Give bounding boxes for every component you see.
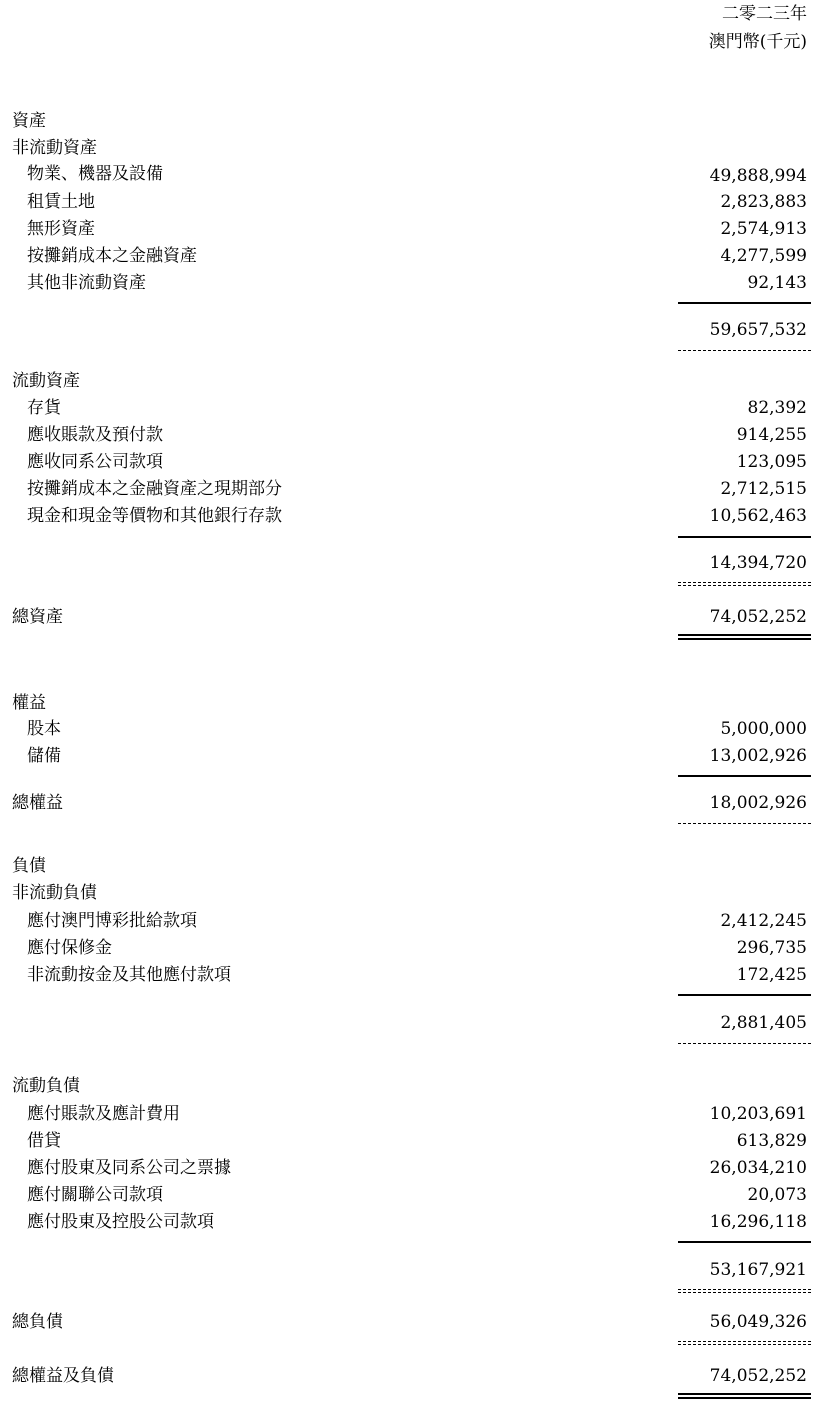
row-label: 租賃土地 [27,192,95,212]
row-label: 現金和現金等價物和其他銀行存款 [27,506,282,526]
dashed-rule [678,823,811,824]
row-value: 2,574,913 [720,219,807,239]
current-liabilities-title: 流動負債 [12,1076,80,1096]
grand-total-label: 總權益及負債 [12,1366,114,1386]
total-assets-value: 74,052,252 [709,607,807,627]
liabilities-title: 負債 [12,856,46,876]
row-label: 應付保修金 [27,938,112,958]
double-dashed-rule [678,582,811,586]
grand-total-value: 74,052,252 [709,1366,807,1386]
row-label: 應收同系公司款項 [27,452,163,472]
row-value: 296,735 [736,938,807,958]
row-label: 按攤銷成本之金融資產之現期部分 [27,479,282,499]
row-label: 借貸 [27,1131,61,1151]
dashed-rule [678,350,811,351]
row-label: 應付澳門博彩批給款項 [27,911,197,931]
subtotal-rule [678,536,811,538]
row-value: 26,034,210 [709,1158,807,1178]
row-label: 其他非流動資產 [27,273,146,293]
current-liabilities-subtotal: 53,167,921 [709,1260,807,1280]
currency-unit-header: 澳門幣(千元) [708,32,807,52]
non-current-assets-subtotal: 59,657,532 [709,320,807,340]
assets-title: 資產 [12,111,46,131]
row-label: 應付賬款及應計費用 [27,1104,180,1124]
row-value: 10,203,691 [709,1104,807,1124]
non-current-liabilities-title: 非流動負債 [12,883,97,903]
row-label: 儲備 [27,746,61,766]
current-assets-title: 流動資產 [12,371,80,391]
row-label: 應付股東及同系公司之票據 [27,1158,231,1178]
subtotal-rule [678,302,811,304]
row-value: 613,829 [736,1131,807,1151]
equity-title: 權益 [12,693,46,713]
double-rule [678,634,811,640]
row-value: 16,296,118 [709,1212,807,1232]
row-label: 無形資產 [27,219,95,239]
year-header: 二零二三年 [722,4,807,24]
row-value: 4,277,599 [720,246,807,266]
row-value: 82,392 [747,398,807,418]
total-equity-label: 總權益 [12,793,63,813]
row-value: 92,143 [747,273,807,293]
non-current-assets-title: 非流動資產 [12,138,97,158]
row-value: 2,823,883 [720,192,807,212]
row-value: 2,712,515 [720,479,807,499]
row-value: 5,000,000 [720,719,807,739]
subtotal-rule [678,775,811,777]
row-value: 20,073 [747,1185,807,1205]
row-value: 13,002,926 [709,746,807,766]
total-liabilities-label: 總負債 [12,1312,63,1332]
non-current-liabilities-subtotal: 2,881,405 [720,1013,807,1033]
double-dashed-rule [678,1289,811,1293]
total-equity-value: 18,002,926 [709,793,807,813]
row-value: 10,562,463 [709,506,807,526]
subtotal-rule [678,1241,811,1243]
row-label: 應付關聯公司款項 [27,1185,163,1205]
row-value: 49,888,994 [709,166,807,186]
row-value: 172,425 [736,965,807,985]
double-rule [678,1393,811,1399]
total-liabilities-value: 56,049,326 [709,1312,807,1332]
row-value: 123,095 [736,452,807,472]
row-label: 物業、機器及設備 [27,164,163,184]
double-dashed-rule [678,1341,811,1345]
row-value: 914,255 [736,425,807,445]
row-label: 非流動按金及其他應付款項 [27,965,231,985]
row-value: 2,412,245 [720,911,807,931]
row-label: 應收賬款及預付款 [27,425,163,445]
row-label: 存貨 [27,398,61,418]
dashed-rule [678,1043,811,1044]
total-assets-label: 總資產 [12,607,63,627]
subtotal-rule [678,994,811,996]
current-assets-subtotal: 14,394,720 [709,553,807,573]
row-label: 應付股東及控股公司款項 [27,1212,214,1232]
row-label: 按攤銷成本之金融資產 [27,246,197,266]
row-label: 股本 [27,719,61,739]
